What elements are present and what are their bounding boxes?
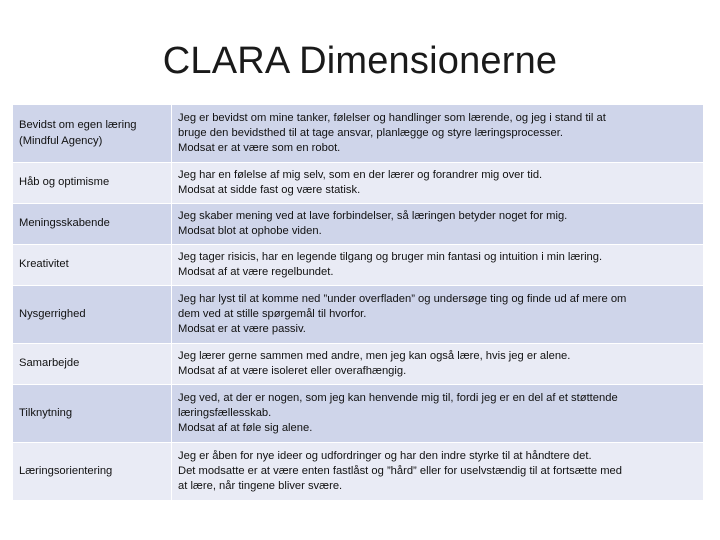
table-row [13, 245, 704, 286]
table-row [13, 443, 704, 501]
dimension-name: Læringsorientering [13, 443, 172, 501]
description-line: Modsat er at være passiv. [178, 323, 306, 336]
description-line: dem ved at stille spørgemål til hvorfor. [178, 307, 367, 320]
table-row [13, 385, 704, 443]
dimension-name: Håb og optimisme [13, 163, 172, 204]
description-line: bruge den bevidsthed til at tage ansvar, planlægge og styre læringsprocesser. [178, 126, 563, 139]
description-line: Modsat blot at ophobe viden. [178, 225, 322, 237]
clara-dimensions-table [12, 104, 704, 501]
description-line: Jeg er åben for nye ideer og udfordringer og har den indre styrke til at håndtere det. [178, 449, 592, 462]
dimension-description [172, 443, 704, 501]
dimension-name: Meningsskabende [13, 204, 172, 245]
dimension-name: Tilknytning [13, 385, 172, 443]
dimension-description [172, 245, 704, 286]
table-row [13, 163, 704, 204]
description-line: Jeg tager risicis, har en legende tilgang og bruger min fantasi og intuition i min læring. [178, 250, 603, 263]
description-line: Modsat af at være isoleret eller overafhængig. [178, 365, 407, 377]
description-line: Jeg skaber mening ved at lave forbindelser, så læringen betyder noget for mig. [178, 209, 568, 222]
description-line: Jeg har en følelse af mig selv, som en der lærer og forandrer mig over tid. [178, 168, 543, 181]
dimension-description [172, 385, 704, 443]
dimension-name: Bevidst om egen læring (Mindful Agency) [13, 105, 172, 163]
dimension-description [172, 344, 704, 385]
description-line: Modsat at sidde fast og være statisk. [178, 184, 361, 196]
dimension-name: Samarbejde [13, 344, 172, 385]
description-line: Modsat af at føle sig alene. [178, 422, 313, 435]
description-line: at lære, når tingene bliver svære. [178, 480, 343, 493]
description-line: Modsat er at være som en robot. [178, 142, 341, 155]
table-row [13, 204, 704, 245]
description-line: Jeg er bevidst om mine tanker, følelser og handlinger som lærende, og jeg i stand til at [178, 111, 606, 124]
dimension-description [172, 204, 704, 245]
dimension-name: Kreativitet [13, 245, 172, 286]
table-row [13, 344, 704, 385]
dimension-description [172, 286, 704, 344]
dimension-name: Nysgerrighed [13, 286, 172, 344]
dimension-description [172, 105, 704, 163]
table-row [13, 286, 704, 344]
description-line: Modsat af at være regelbundet. [178, 266, 334, 278]
description-line: Jeg ved, at der er nogen, som jeg kan henvende mig til, fordi jeg er en del af et støttende [178, 391, 618, 404]
table-row [13, 105, 704, 163]
description-line: Jeg har lyst til at komme ned ”under overfladen” og undersøge ting og finde ud af mere om [178, 292, 627, 305]
slide-title: CLARA Dimensionerne [162, 40, 558, 82]
description-line: Jeg lærer gerne sammen med andre, men jeg kan også lære, hvis jeg er alene. [178, 349, 571, 362]
description-line: læringsfællesskab. [178, 406, 272, 419]
description-line: Det modsatte er at være enten fastlåst og ”hård” eller for uselvstændig til at fortsætte med [178, 464, 622, 477]
dimension-description [172, 163, 704, 204]
